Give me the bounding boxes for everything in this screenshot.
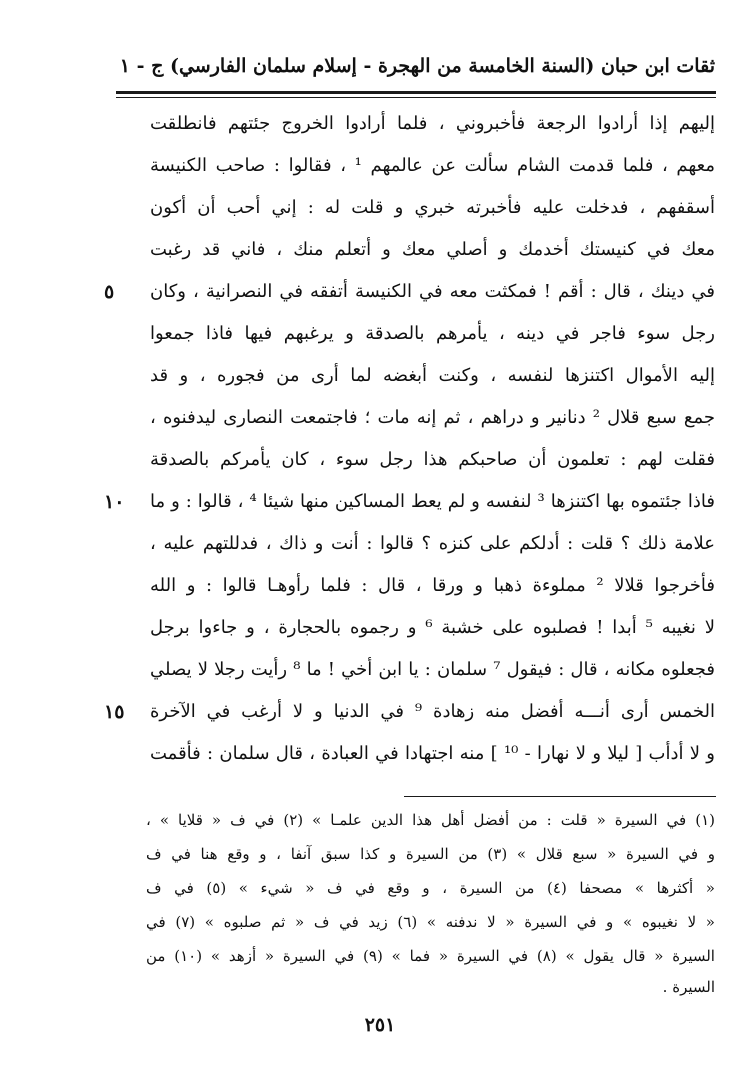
running-header: ثقات ابن حبان (السنة الخامسة من الهجرة - إسلام سلمان الفارسي) ج - ١ bbox=[119, 55, 715, 77]
footnote-line-2: و في السيرة « سبع قلال » (٣) من السيرة و كذا سبق آنفا ، و وقع هنا في ف bbox=[146, 845, 715, 863]
body-line-15: الخمس أرى أنـــه أفضل منه زهادة ⁹ في الدنيا و لا أرغب في الآخرة bbox=[150, 701, 715, 722]
line-number-15: ١٥ bbox=[104, 701, 125, 723]
page-number: ٢٥١ bbox=[364, 1014, 396, 1036]
line-number-5: ٥ bbox=[104, 281, 115, 303]
body-line-13: لا نغيبه ⁵ أبدا ! فصلبوه على خشبة ⁶ و رجموه بالحجارة ، و جاءوا برجل bbox=[150, 617, 715, 638]
header-rule-thick bbox=[116, 91, 716, 94]
body-line-5: في دينك ، قال : أقم ! فمكثت معه في الكنيسة أتفقه في النصرانية ، وكان bbox=[150, 281, 715, 302]
body-line-4: معك في كنيستك أخدمك و أصلي معك و أتعلم منك ، فاني قد رغبت bbox=[150, 239, 715, 260]
footnote-line-3: « أكثرها » مصحفا (٤) من السيرة ، و وقع في ف « شيء » (٥) في ف bbox=[146, 879, 715, 897]
body-line-6: رجل سوء فاجر في دينه ، يأمرهم بالصدقة و يرغبهم فيها فاذا جمعوا bbox=[150, 323, 715, 344]
body-line-10: فاذا جئتموه بها اكتنزها ³ لنفسه و لم يعط المساكين منها شيئا ⁴ ، قالوا : و ما bbox=[150, 491, 715, 512]
footnote-line-6: السيرة . bbox=[662, 978, 715, 996]
footnote-rule bbox=[404, 796, 716, 797]
body-line-11: علامة ذلك ؟ قلت : أدلكم على كنزه ؟ قالوا : أنت و ذاك ، فدللتهم عليه ، bbox=[150, 533, 715, 554]
body-line-14: فجعلوه مكانه ، قال : فيقول ⁷ سلمان : يا ابن أخي ! ما ⁸ رأيت رجلا لا يصلي bbox=[150, 659, 715, 680]
body-line-8: جمع سبع قلال ² دنانير و دراهم ، ثم إنه مات ؛ فاجتمعت النصارى ليدفنوه ، bbox=[150, 407, 715, 428]
footnote-line-1: (١) في السيرة « قلت : من أفضل أهل هذا الدين علمـا » (٢) في ف « قلايا » ، bbox=[146, 811, 715, 829]
body-line-16: و لا أدأب [ ليلا و لا نهارا - ¹⁰ ] منه اجتهادا في العبادة ، قال سلمان : فأقمت bbox=[150, 743, 715, 764]
body-line-3: أسقفهم ، فدخلت عليه فأخبرته خبري و قلت له : إني أحب أن أكون bbox=[150, 197, 715, 218]
header-rule-thin bbox=[116, 97, 716, 98]
body-line-2: معهم ، فلما قدمت الشام سألت عن عالمهم ¹ ، فقالوا : صاحب الكنيسة bbox=[150, 155, 715, 176]
body-line-7: إليه الأموال اكتنزها لنفسه ، وكنت أبغضه لما أرى من فجوره ، و قد bbox=[150, 365, 715, 386]
footnote-line-4: « لا نغيبوه » و في السيرة « لا ندفنه » (٦) زيد في ف « ثم صلبوه » (٧) في bbox=[146, 913, 715, 931]
footnote-line-5: السيرة « قال يقول » (٨) في السيرة « فما » (٩) في السيرة « أزهد » (١٠) من bbox=[146, 947, 715, 965]
body-line-9: فقلت لهم : تعلمون أن صاحبكم هذا رجل سوء ، كان يأمركم بالصدقة bbox=[150, 449, 715, 470]
line-number-10: ١٠ bbox=[104, 491, 125, 513]
body-line-12: فأخرجوا قلالا ² مملوءة ذهبا و ورقا ، قال : فلما رأوهـا قالوا : و الله bbox=[150, 575, 715, 596]
body-line-1: إليهم إذا أرادوا الرجعة فأخبروني ، فلما أرادوا الخروج جئتهم فانطلقت bbox=[150, 113, 715, 134]
